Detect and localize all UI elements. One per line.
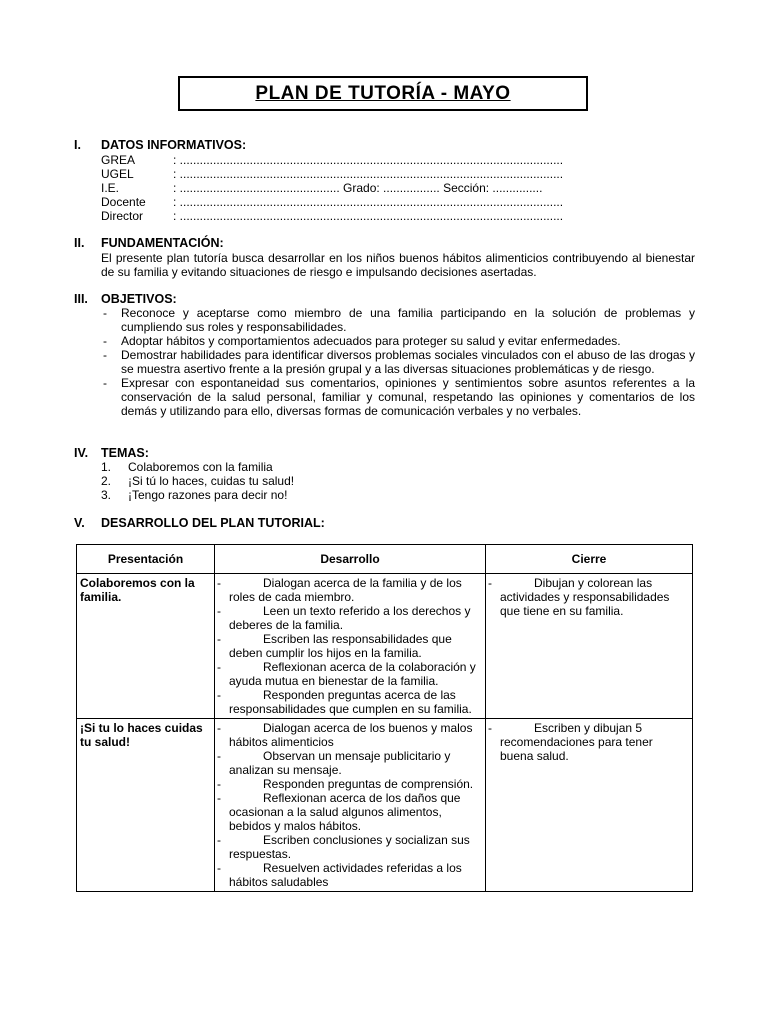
list-item: 2. ¡Si tú lo haces, cuidas tu salud! bbox=[101, 474, 295, 488]
title-box bbox=[178, 76, 588, 111]
header-desarrollo: Desarrollo bbox=[215, 545, 486, 574]
list-item: 1. Colaboremos con la familia bbox=[101, 460, 273, 474]
cell-cierre bbox=[486, 719, 693, 892]
list-item: - Expresar con espontaneidad sus comentarios, opiniones y sentimientos sobre asuntos referentes a la conservación de la salud personal, familiar y comunal, respetando las opiniones y comentarios de los demás y utilizando para ello, diversas formas de comunicación verbales y no verbales. bbox=[103, 376, 695, 418]
activity-item: - Reflexionan acerca de los daños que ocasionan a la salud algunos alimentos, bebidos y malos hábitos. bbox=[217, 791, 461, 833]
info-row-grea: GREA : ................................................................................................................... bbox=[101, 153, 564, 167]
list-item: - Demostrar habilidades para identificar diversos problemas sociales vinculados con el abuso de las drogas y se muestra asertivo frente a la presión grupal y a las diversas situaciones problemáticas y de riesgo. bbox=[103, 348, 695, 376]
activity-item: - Resuelven actividades referidas a los hábitos saludables bbox=[217, 861, 462, 889]
activity-item: - Responden preguntas de comprensión. bbox=[217, 777, 474, 791]
activity-item: - Reflexionan acerca de la colaboración y ayuda mutua en bienestar de la familia. bbox=[217, 660, 476, 688]
activity-item: - Escriben las responsabilidades que deben cumplir los hijos en la familia. bbox=[217, 632, 452, 660]
list-item: - Adoptar hábitos y comportamientos adecuados para proteger su salud y evitar enfermedades. bbox=[103, 334, 621, 348]
activity-item: - Observan un mensaje publicitario y analizan su mensaje. bbox=[217, 749, 451, 777]
fundamentacion-text: El presente plan tutoría busca desarrollar en los niños buenos hábitos alimenticios contribuyendo al bienestar de su familia y evitando situaciones de riesgo e impulsando decisiones asertadas. bbox=[101, 251, 695, 279]
cell-desarrollo bbox=[215, 574, 486, 719]
cell-cierre bbox=[486, 574, 693, 719]
section-heading-fundamentacion: II. FUNDAMENTACIÓN: bbox=[74, 236, 224, 250]
activity-item: - Responden preguntas acerca de las responsabilidades que cumplen en su familia. bbox=[217, 688, 472, 716]
list-item: - Reconoce y aceptarse como miembro de una familia participando en la solución de problemas y cumpliendo sus roles y responsabilidades. bbox=[103, 306, 695, 334]
section-heading-objetivos: III. OBJETIVOS: bbox=[74, 292, 177, 306]
activity-item: - Dialogan acerca de los buenos y malos hábitos alimenticios bbox=[217, 721, 473, 749]
cell-presentacion: Colaboremos con la familia. bbox=[77, 574, 215, 719]
list-item: 3. ¡Tengo razones para decir no! bbox=[101, 488, 288, 502]
info-row-ugel: UGEL : ................................................................................................................... bbox=[101, 167, 564, 181]
info-row-director: Director : ................................................................................................................... bbox=[101, 209, 564, 223]
info-row-docente: Docente : ................................................................................................................... bbox=[101, 195, 564, 209]
activity-item: - Dialogan acerca de la familia y de los roles de cada miembro. bbox=[217, 576, 462, 604]
section-heading-temas: IV. TEMAS: bbox=[74, 446, 149, 460]
cell-desarrollo bbox=[215, 719, 486, 892]
temas-list bbox=[101, 460, 294, 502]
objetivos-list bbox=[101, 306, 695, 418]
activity-item: - Leen un texto referido a los derechos y deberes de la familia. bbox=[217, 604, 471, 632]
section-heading-datos: I. DATOS INFORMATIVOS: bbox=[74, 138, 247, 152]
activity-item: - Dibujan y colorean las actividades y responsabilidades que tiene en su familia. bbox=[488, 576, 670, 618]
table-header-row bbox=[77, 545, 693, 574]
header-cierre: Cierre bbox=[486, 545, 693, 574]
page-title: PLAN DE TUTORÍA - MAYO bbox=[255, 82, 511, 104]
header-presentacion: Presentación bbox=[77, 545, 215, 574]
activity-item: - Escriben y dibujan 5 recomendaciones para tener buena salud. bbox=[488, 721, 653, 763]
info-row-ie: I.E. : ................................................ Grado: ................. Sección: ............... bbox=[101, 181, 543, 195]
plan-table bbox=[76, 544, 693, 892]
activity-item: - Escriben conclusiones y socializan sus respuestas. bbox=[217, 833, 470, 861]
table-row bbox=[77, 574, 693, 719]
table-row bbox=[77, 719, 693, 892]
section-heading-desarrollo: V. DESARROLLO DEL PLAN TUTORIAL: bbox=[74, 516, 325, 530]
cell-presentacion: ¡Si tu lo haces cuidas tu salud! bbox=[77, 719, 215, 892]
